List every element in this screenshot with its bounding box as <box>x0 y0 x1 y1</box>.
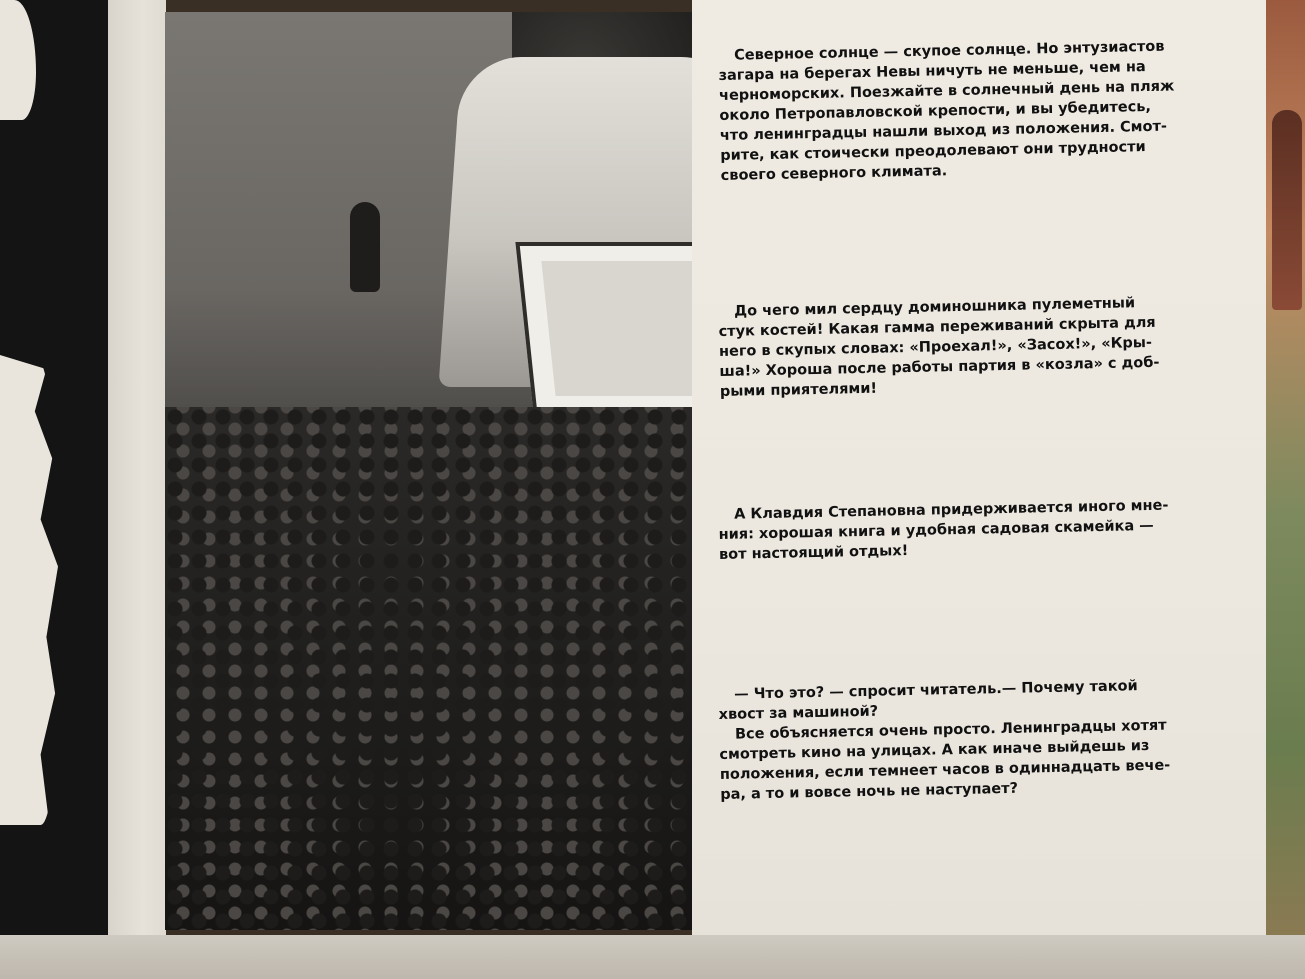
text-line: ша!» Хороша после работы партия в «козла» с доб- <box>719 354 1160 380</box>
text-line: ния: хорошая книга и удобная садовая скамейка — <box>718 517 1154 543</box>
text-line: Северное солнце — скупое солнце. Но энтузиастов <box>734 38 1165 64</box>
crowd-of-people <box>165 407 692 930</box>
text-line: хвост за машиной? <box>718 703 879 723</box>
text-line: рите, как стоически преодолевают они трудности <box>720 139 1146 164</box>
bus-rear-door <box>515 242 692 425</box>
text-line: Все объясняется очень просто. Ленинградцы хотят <box>734 717 1167 743</box>
page-bottom-edge <box>0 935 1305 979</box>
text-line: что ленинградцы нашли выход из положения. Смот- <box>719 118 1168 144</box>
running-boy <box>350 202 380 292</box>
page-gutter <box>108 0 166 945</box>
text-line: До чего мил сердцу доминошника пулеметный <box>734 295 1136 320</box>
text-line: ра, а то и вовсе ночь не наступает? <box>720 780 1019 803</box>
text-line: положения, если темнеет часов в одиннадцать вече- <box>719 757 1171 783</box>
text-line: черноморских. Поезжайте в солнечный день на пляж <box>718 78 1175 104</box>
cinema-bus <box>450 57 692 407</box>
text-line: рыми приятелями! <box>719 380 878 400</box>
torn-paper-edge <box>0 355 58 825</box>
paragraph-sun <box>718 35 1245 186</box>
paragraph-cinema <box>718 674 1244 805</box>
text-line: вот настоящий отдых! <box>718 543 909 563</box>
text-line: него в скупых словах: «Проехал!», «Засох!», «Кры- <box>718 334 1153 360</box>
left-page-photo <box>0 0 108 935</box>
torn-paper-edge <box>0 0 36 120</box>
bus-door-screen <box>541 261 692 396</box>
person-figure <box>1272 110 1302 310</box>
text-line: А Клавдия Степановна придерживается иного мне- <box>734 497 1169 523</box>
next-page-color-photo <box>1266 0 1305 935</box>
text-line: своего северного климата. <box>720 163 948 184</box>
text-line: стук костей! Какая гамма переживаний скрыта для <box>718 314 1156 340</box>
paragraph-dominoes <box>718 291 1244 402</box>
text-line: смотреть кино на улицах. А как иначе выйдешь из <box>719 737 1150 763</box>
crowd-photo <box>165 12 692 930</box>
text-line: загара на берегах Невы ничуть не меньше, чем на <box>718 59 1146 84</box>
text-line: — Что это? — спросит читатель.— Почему такой <box>734 678 1138 703</box>
text-line: около Петропавловской крепости, и вы убедитесь, <box>719 98 1152 124</box>
paragraph-book <box>718 494 1243 565</box>
